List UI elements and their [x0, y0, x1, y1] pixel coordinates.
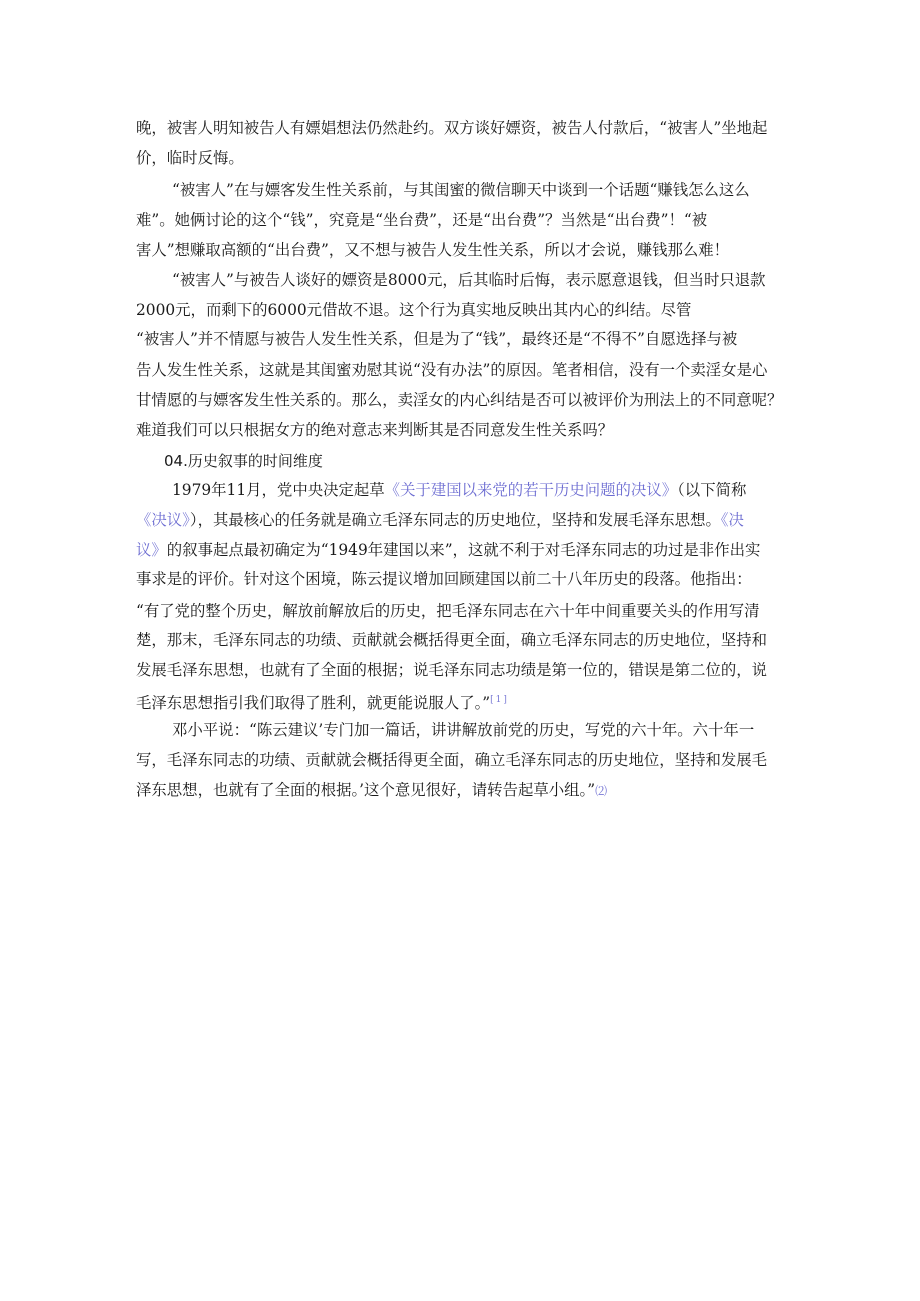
text-run: ），其最核心的任务就是确立毛泽东同志的历史地位，坚持和发展毛泽东思想。: [189, 511, 721, 529]
text-line: 害人”想赚取高额的“出台费”，又不想与被告人发生性关系，所以才会说，赚钱那么难！: [136, 241, 730, 259]
text-line: “被害人”与被告人谈好的嫖资是8000元，后其临时后悔，表示愿意退钱，但当时只退款: [172, 271, 766, 289]
text-line: 价，临时反悔。: [136, 149, 244, 167]
text-line: 楚，那末，毛泽东同志的功绩、贡献就会概括得更全面，确立毛泽东同志的历史地位，坚持和: [136, 631, 768, 649]
text-line: [136, 775, 607, 805]
text-line: 甘情愿的与嫖客发生性关系的。那么，卖淫女的内心纠结是否可以被评价为刑法上的不同意呢？: [136, 391, 783, 409]
text-run: 的叙事起点最初确定为“1949年建国以来”，这就不利于对毛泽东同志的功过是非作出实: [166, 541, 761, 559]
footnote-ref[interactable]: ⑵: [595, 784, 608, 798]
footnote-ref[interactable]: [1]: [490, 695, 509, 705]
resolution-short-link[interactable]: 议》: [136, 541, 167, 559]
section-heading: 04.历史叙事的时间维度: [164, 452, 323, 470]
text-line: “被害人”在与嫖客发生性关系前，与其闺蜜的微信聊天中谈到一个话题“赚钱怎么这么: [172, 181, 750, 199]
text-run: 泽东思想，也就有了全面的根据。’这个意见很好，请转告起草小组。”: [136, 781, 596, 799]
text-line: 难道我们可以只根据女方的绝对意志来判断其是否同意发生性关系吗？: [136, 421, 614, 439]
resolution-short-link[interactable]: 《决: [720, 511, 744, 529]
text-line: “有了党的整个历史，解放前解放后的历史，把毛泽东同志在六十年中间重要关头的作用写清: [136, 602, 760, 620]
resolution-title-link[interactable]: 《关于建国以来党的若干历史问题的决议》: [384, 481, 678, 499]
text-line: 难”。她俩讨论的这个“钱”，究竟是“坐台费”，还是“出台费”？当然是“出台费”！“被: [136, 211, 708, 229]
resolution-short-link[interactable]: 《决议》: [136, 511, 190, 529]
text-line: [136, 535, 760, 565]
text-line: 告人发生性关系，这就是其闺蜜劝慰其说“没有办法”的原因。笔者相信，没有一个卖淫女是心: [136, 361, 768, 379]
text-run: 毛泽东思想指引我们取得了胜利，就更能说服人了。”: [136, 694, 491, 713]
text-run: （以下简称: [677, 481, 747, 499]
text-line: 2000元，而剩下的6000元借故不退。这个行为真实地反映出其内心的纠结。尽管: [136, 301, 692, 319]
text-line: [136, 685, 509, 715]
text-line: [136, 505, 744, 535]
text-line: 事求是的评价。针对这个困境，陈云提议增加回顾建国以前二十八年历史的段落。他指出：: [136, 570, 752, 588]
text-line: “被害人”并不情愿与被告人发生性关系，但是为了“钱”，最终还是“不得不”自愿选择与被: [136, 330, 738, 348]
text-line: 邓小平说：“陈云建议’专门加一篇话，讲讲解放前党的历史，写党的六十年。六十年一: [172, 721, 755, 739]
text-line: 发展毛泽东思想，也就有了全面的根据；说毛泽东同志功绩是第一位的，错误是第二位的，说: [136, 661, 768, 679]
text-line: 晚，被害人明知被告人有嫖娼想法仍然赴约。双方谈好嫖资，被告人付款后，“被害人”坐地起: [136, 119, 768, 137]
text-run: 1979年11月，党中央决定起草: [172, 481, 385, 499]
text-line: [172, 475, 746, 505]
text-line: 写，毛泽东同志的功绩、贡献就会概括得更全面，确立毛泽东同志的历史地位，坚持和发展毛: [136, 751, 768, 769]
